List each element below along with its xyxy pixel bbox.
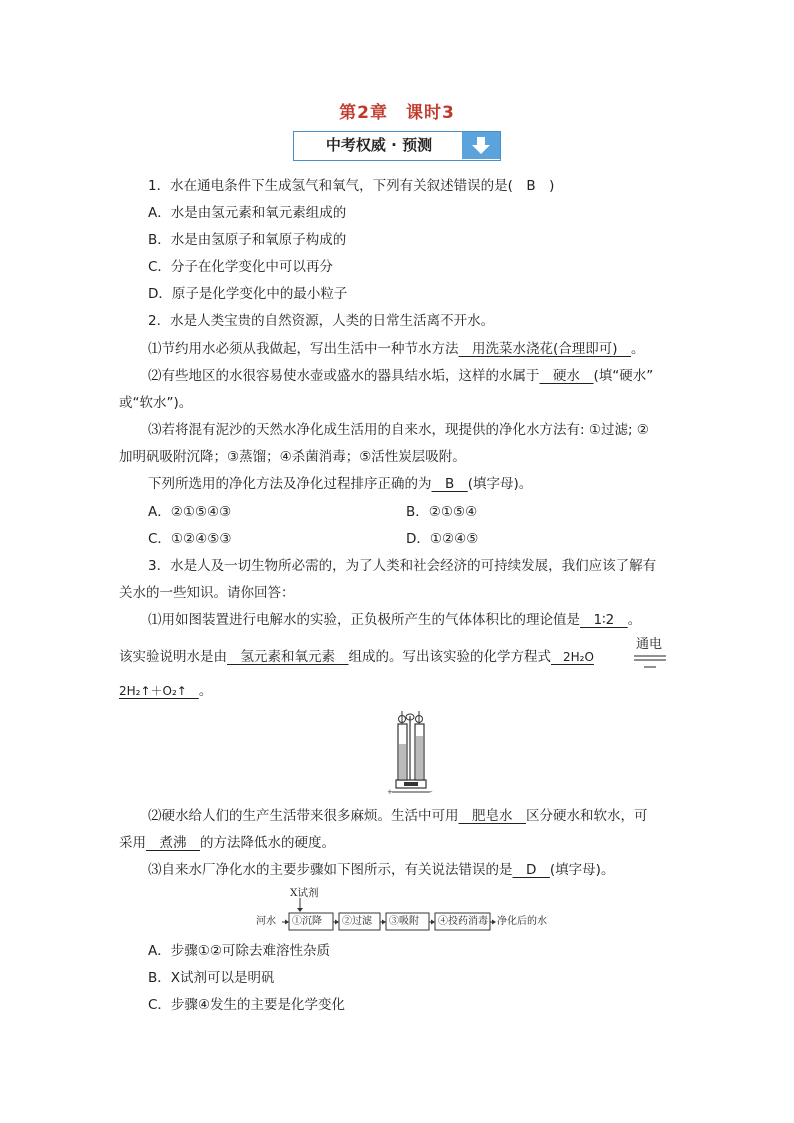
flow-step-3: ③吸附	[389, 916, 419, 927]
q2-option-b: B．②①⑤④	[406, 504, 478, 520]
q2-part3-suffix: (填字母)。	[467, 476, 533, 492]
down-arrow-icon	[462, 132, 500, 159]
q3-part2-line2-text: 采用	[119, 835, 146, 851]
q3-part2-mid: 区分硬水和软水，可	[526, 808, 648, 824]
q3-part1-text: ⑴用如图装置进行电解水的实验，正负极所产生的气体体积比的理论值是	[148, 612, 580, 628]
q3-part2-line2	[119, 834, 335, 852]
electrolysis-apparatus-icon	[386, 708, 436, 796]
q1-option-c: C．分子在化学变化中可以再分	[148, 259, 333, 275]
q2-part2-line2: 或“软水”)。	[119, 395, 193, 411]
svg-text:+: +	[387, 788, 393, 796]
q2-option-d: D．①②④⑤	[406, 531, 479, 547]
q3-part2-answer2: 煮沸	[146, 835, 200, 851]
q2-part1-answer: 用洗菜水浇花(合理即可)	[458, 341, 632, 357]
q2-part2	[148, 367, 653, 385]
q2-part3-answer: B	[431, 476, 468, 492]
q3-equation-right: 2H₂↑＋O₂↑	[119, 684, 199, 698]
q1-option-d: D．原子是化学变化中的最小粒子	[148, 286, 348, 302]
flow-step-2: ②过滤	[342, 916, 372, 927]
q1-option-b: B．水是由氢原子和氧原子构成的	[148, 232, 347, 248]
flow-end: 净化后的水	[497, 916, 547, 927]
q3-equation-condition: 通电	[636, 637, 663, 652]
page-title: 第2章 课时3	[339, 103, 455, 123]
q3-part2-line2-suffix: 的方法降低水的硬度。	[200, 835, 335, 851]
flow-step-1: ①沉降	[292, 916, 322, 927]
q3-part3	[148, 861, 614, 879]
q3-part2	[148, 807, 648, 825]
banner-label: 中考权威 · 预测	[325, 136, 433, 154]
q3-stem-line2: 关水的一些知识。请你回答：	[119, 585, 295, 601]
q2-option-a: A．②①⑤④③	[148, 504, 232, 520]
flow-reagent-label: X试剂	[290, 887, 319, 899]
q3-part1-line2-text: 该实验说明水是由	[119, 649, 227, 665]
q3-part1-suffix: 。	[627, 612, 642, 628]
q3-part1-line2-mid: 组成的。写出该实验的化学方程式	[348, 649, 551, 665]
q3-stem-line1: 3．水是人及一切生物所必需的，为了人类和社会经济的可持续发展，我们应该了解有	[148, 558, 657, 574]
q3-option-a: A．步骤①②可除去难溶性杂质	[148, 943, 330, 959]
banner-arrow-button[interactable]	[462, 132, 500, 159]
q2-part2-answer: 硬水	[539, 368, 594, 384]
q3-part2-text: ⑵硬水给人们的生产生活带来很多麻烦。生活中可用	[148, 808, 459, 824]
q2-part3-line2: 加明矾吸附沉降；③蒸馏；④杀菌消毒；⑤活性炭层吸附。	[119, 449, 466, 465]
q2-part1-suffix: 。	[631, 341, 645, 357]
svg-text:-: -	[430, 788, 433, 796]
q1-option-a: A．水是由氢元素和氧元素组成的	[148, 205, 347, 221]
purification-flow-diagram	[256, 884, 576, 934]
q3-part1-line3-suffix: 。	[198, 683, 213, 699]
q2-option-c: C．①②④⑤③	[148, 531, 232, 547]
q3-option-c: C．步骤④发生的主要是化学变化	[148, 997, 346, 1013]
q3-part3-suffix: (填字母)。	[549, 862, 615, 878]
q3-equation-left: 2H₂O	[551, 650, 594, 664]
q2-part1-text: ⑴节约用水必须从我做起，写出生活中一种节水方法	[148, 341, 459, 357]
flow-start: 河水	[256, 916, 276, 927]
q3-part1-line3	[119, 682, 212, 700]
q3-option-b: B．X试剂可以是明矾	[148, 970, 275, 986]
q3-part1	[148, 611, 641, 629]
q2-part3-text: 下列所选用的净化方法及净化过程排序正确的为	[148, 476, 432, 492]
q2-stem: 2．水是人类宝贵的自然资源，人类的日常生活离不开水。	[148, 313, 495, 329]
q3-part1-answer: 1∶2	[580, 612, 628, 628]
q2-part2-suffix: (填“硬水”	[593, 368, 654, 384]
q2-part3-line1: ⑶若将混有泥沙的天然水净化成生活用的自来水，现提供的净化水方法有: ①过滤; ②	[148, 422, 649, 438]
q3-part3-answer: D	[512, 862, 550, 878]
q2-part3-line3	[148, 475, 532, 493]
q3-part1-line2	[119, 648, 594, 666]
flow-step-4: ④投药消毒	[438, 916, 488, 927]
q2-part2-text: ⑵有些地区的水很容易使水壶或盛水的器具结水垢，这样的水属于	[148, 368, 540, 384]
q3-part2-answer1: 肥皂水	[458, 808, 526, 824]
q2-part1	[148, 340, 645, 358]
q1-stem: 1．水在通电条件下生成氢气和氧气，下列有关叙述错误的是( B )	[148, 178, 555, 194]
q3-part1-line2-answer: 氢元素和氧元素	[227, 649, 349, 665]
q3-equation-equals	[634, 653, 666, 669]
section-banner	[293, 131, 501, 161]
q3-part3-text: ⑶自来水厂净化水的主要步骤如下图所示，有关说法错误的是	[148, 862, 513, 878]
